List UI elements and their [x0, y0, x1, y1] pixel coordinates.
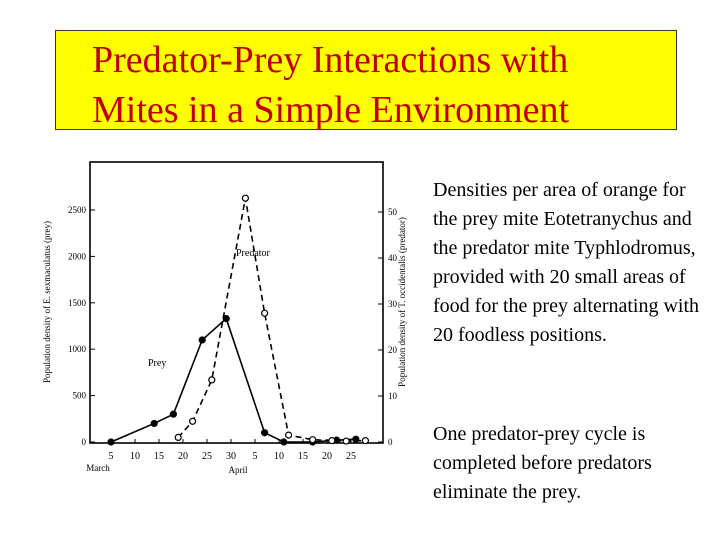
predator-data-point: [362, 438, 368, 444]
predator-data-point: [242, 195, 248, 201]
x-tick-label: 25: [346, 451, 356, 462]
x-tick-label: 10: [130, 451, 140, 462]
predator-data-point: [262, 310, 268, 316]
y-right-tick-label: 20: [388, 345, 397, 355]
prey-data-point: [199, 337, 205, 343]
y-right-tick-label: 10: [388, 391, 397, 401]
x-tick-label: 25: [202, 451, 212, 462]
x-tick-label: 15: [154, 451, 164, 462]
title-box: [55, 30, 677, 130]
x-tick-label: 5: [252, 451, 258, 462]
x-tick-label: 30: [226, 451, 236, 462]
prey-data-point: [281, 439, 287, 445]
predator-data-point: [175, 434, 181, 440]
predator-data-point: [343, 438, 349, 444]
plot-frame: [90, 162, 383, 443]
slide-title-line1: Predator-Prey Interactions with: [92, 39, 569, 81]
description-text: Densities per area of orange for the prey mite Eotetranychus and the predator mite Typhlodromus, provided with 20 small areas of food for the prey alternating with 20 foodless positions.: [433, 179, 700, 346]
x-tick-label: 10: [274, 451, 284, 462]
y-right-tick-label: 30: [388, 299, 397, 309]
predator-data-point: [310, 437, 316, 443]
y-left-tick-label: 500: [72, 390, 86, 401]
x-month-label: April: [228, 465, 248, 475]
prey-data-point: [170, 411, 176, 417]
x-tick-label: 20: [322, 451, 332, 462]
x-tick-label: 15: [298, 451, 308, 462]
predator-data-point: [190, 418, 196, 424]
prey-data-point: [151, 420, 157, 426]
prey-series-label: Prey: [148, 358, 167, 369]
conclusion-text: One predator-prey cycle is completed before predators eliminate the prey.: [433, 423, 652, 503]
predator-data-point: [329, 438, 335, 444]
y-left-tick-label: 0: [81, 437, 86, 447]
x-tick-label: 5: [108, 451, 114, 462]
prey-data-point: [108, 439, 114, 445]
predator-prey-chart: [38, 150, 413, 490]
y-left-axis-title: Population density of E. sexmaculatus (prey): [42, 221, 52, 383]
y-left-tick-label: 1000: [68, 344, 86, 355]
y-left-tick-label: 1500: [68, 297, 86, 308]
y-right-tick-label: 50: [388, 207, 397, 217]
slide-title-line2: Mites in a Simple Environment: [92, 89, 570, 131]
predator-data-point: [286, 432, 292, 438]
predator-data-point: [209, 377, 215, 383]
y-right-tick-label: 0: [388, 437, 393, 447]
prey-data-point: [262, 430, 268, 436]
y-right-tick-label: 40: [388, 253, 397, 263]
x-tick-label: 20: [178, 451, 188, 462]
y-left-tick-label: 2000: [68, 251, 86, 262]
prey-series-line: [111, 319, 356, 442]
y-right-axis-title: Population density of T. occidentalis (predator): [397, 217, 407, 387]
predator-series-label: Predator: [236, 248, 270, 259]
predator-series-line: [178, 198, 365, 441]
y-left-tick-label: 2500: [68, 205, 86, 215]
x-month-label: March: [86, 463, 110, 473]
